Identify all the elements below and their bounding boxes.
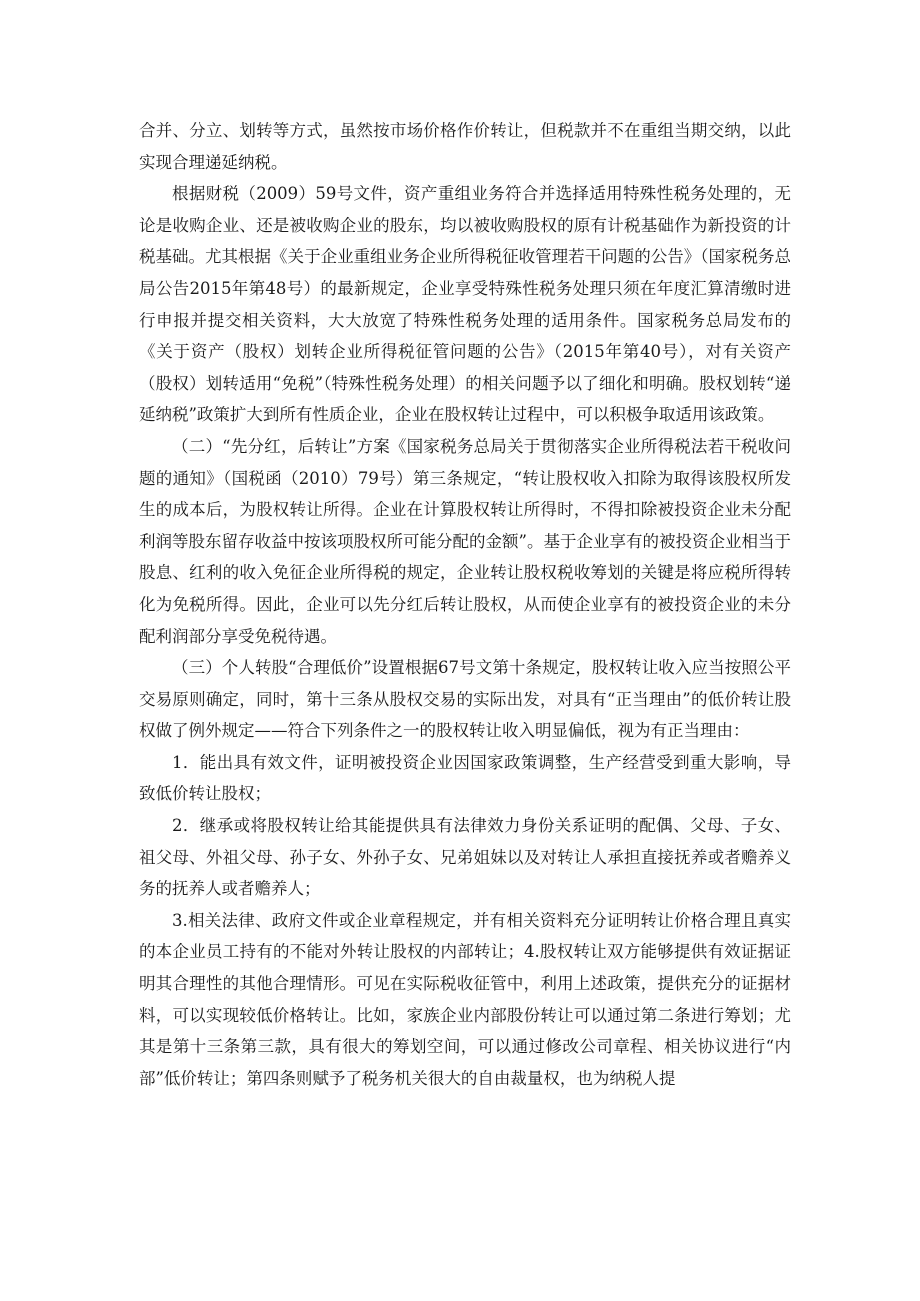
paragraph-merger-transfer: 合并、分立、划转等方式，虽然按市场价格作价转让，但税款并不在重组当期交纳，以此实现合理递延纳税。 [139,121,791,172]
paragraph-dividend-before-transfer: （二）“先分红，后转让”方案《国家税务总局关于贯彻落实企业所得税法若干税收问题的通知》（国税函（2010）79号）第三条规定，“转让股权收入扣除为取得该股权所发生的成本后，为股权转让所得。企业在计算股权转让所得时，不得扣除被投资企业未分配利润等股东留存收益中按该项股权所可能分配的金额”。基于企业享有的被投资企业相当于股息、红利的收入免征企业所得税的规定，企业转让股权税收筹划的关键是将应税所得转化为免税所得。因此，企业可以先分红后转让股权，从而使企业享有的被投资企业的未分配利润部分享受免税待遇。 [139,436,791,646]
paragraph-special-tax-treatment: 根据财税（2009）59号文件，资产重组业务符合并选择适用特殊性税务处理的，无论是收购企业、还是被收购企业的股东，均以被收购股权的原有计税基础作为新投资的计税基础。尤其根据《关于企业重组业务企业所得税征收管理若干问题的公告》（国家税务总局公告2015年第48号）的最新规定，企业享受特殊性税务处理只须在年度汇算清缴时进行申报并提交相关资料，大大放宽了特殊性税务处理的适用条件。国家税务总局发布的《关于资产（股权）划转企业所得税征管问题的公告》（2015年第40号），对有关资产（股权）划转适用“免税”（特殊性税务处理）的相关问题予以了细化和明确。股权划转“递延纳税”政策扩大到所有性质企业，企业在股权转让过程中，可以积极争取适用该政策。 [139,184,791,425]
paragraph-condition-2: 2．继承或将股权转让给其能提供具有法律效力身份关系证明的配偶、父母、子女、祖父母、外祖父母、孙子女、外孙子女、兄弟姐妹以及对转让人承担直接抚养或者赡养义务的抚养人或者赡养人； [139,816,791,899]
paragraph-condition-3-4: 3.相关法律、政府文件或企业章程规定，并有相关资料充分证明转让价格合理且真实的本企业员工持有的不能对外转让股权的内部转让；4.股权转让双方能够提供有效证据证明其合理性的其他合理情形。可见在实际税收征管中，利用上述政策，提供充分的证据材料，可以实现较低价格转让。比如，家族企业内部股份转让可以通过第二条进行筹划；尤其是第十三条第三款，具有很大的筹划空间，可以通过修改公司章程、相关协议进行“内部”低价转让；第四条则赋予了税务机关很大的自由裁量权，也为纳税人提 [139,910,791,1088]
paragraph-condition-1: 1．能出具有效文件，证明被投资企业因国家政策调整，生产经营受到重大影响，导致低价转让股权； [139,752,791,804]
document-page [139,115,791,1094]
paragraph-reasonable-low-price: （三）个人转股“合理低价”设置根据67号文第十条规定，股权转让收入应当按照公平交易原则确定，同时，第十三条从股权交易的实际出发，对具有“正当理由”的低价转让股权做了例外规定——符合下列条件之一的股权转让收入明显偏低，视为有正当理由： [139,658,791,741]
